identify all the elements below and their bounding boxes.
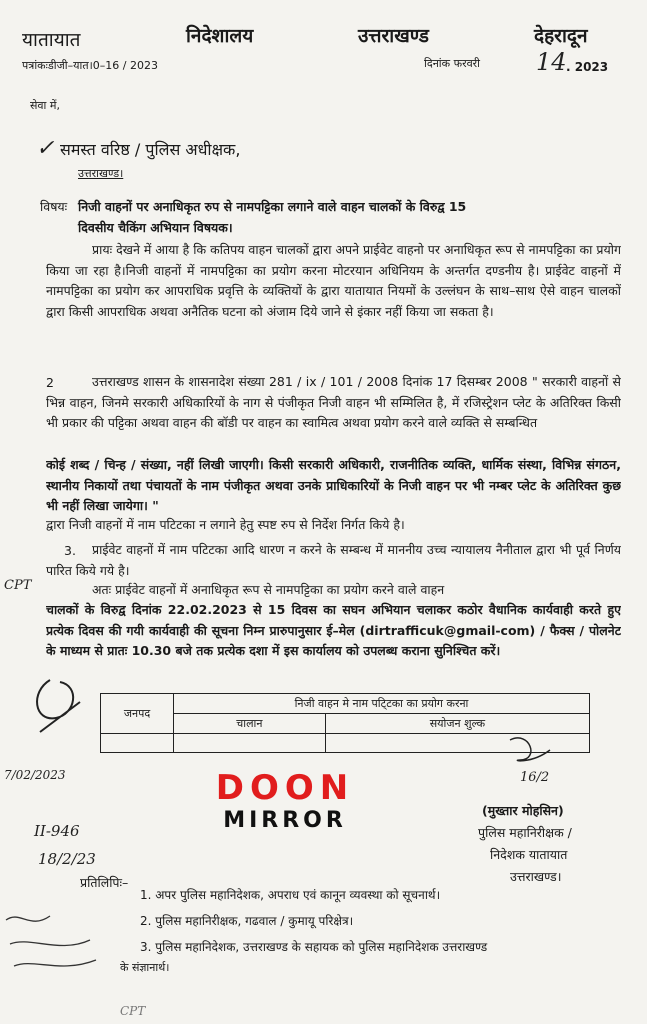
- recipient: समस्त वरिष्ठ / पुलिस अधीक्षक,: [60, 140, 241, 159]
- header-city: देहरादून: [534, 25, 588, 47]
- paragraph-2-part-3: द्वारा निजी वाहनों में नाम पटिटका न लगाने हेतु स्पष्ट रुप से निर्देश निर्गत किये है।: [46, 517, 405, 532]
- margin-handwriting-icon: [0, 900, 110, 980]
- paragraph-1: प्रायः देखने में आया है कि कतिपय वाहन चालकों द्वारा अपने प्राईवेट वाहनो पर अनाधिकृत रूप से नामपट्टिका का प्रयोग किया जा रहा है।निजी वाहनों में नामपट्टिका का प्रयोग करना मोटरयान अधिनियम के अन्तर्गत दण्डनीय है। प्राईवेट वाहनों में नामपट्टिका का प्रयोग कर आपराधिक प्रवृत्ति के व्यक्तियों के द्वारा यातायात नियमों के उल्लंघन के साथ–साथ ऐसे वाहन चालकों द्वारा किसी आपराधिक अथवा अनैतिक घटना को अंजाम दिये जाने से इंकार नहीं किया जा सकता है।: [46, 242, 621, 319]
- margin-signature-icon: [20, 672, 90, 742]
- logo-line-2: MIRROR: [223, 808, 347, 833]
- margin-note-1: CPT: [4, 578, 32, 593]
- subject-line-1: निजी वाहनों पर अनाधिकृत रुप से नामपट्टिका लगाने वाले वाहन चालकों के विरुद्व 15: [78, 199, 467, 214]
- doon-mirror-logo: [205, 768, 365, 833]
- subject-label: विषयः: [40, 199, 68, 214]
- check-mark-icon: ✓: [36, 136, 55, 161]
- date-year: . 2023: [566, 60, 609, 74]
- signatory-designation-2: निदेशक यातायात: [490, 847, 568, 862]
- recipient-place: उत्तराखण्ड।: [78, 167, 124, 180]
- copy-3-cont: के संज्ञानार्थ।: [120, 961, 170, 974]
- table-sub-challan: चालान: [174, 714, 326, 734]
- table-cell-empty: [174, 734, 326, 753]
- paragraph-2-quote: कोई शब्द / चिन्ह / संख्या, नहीं लिखी जाएगी। किसी सरकारी अधिकारी, राजनीतिक व्यक्ति, धार्मिक संस्था, विभिन्न संगठन, स्थानीय निकायों तथा पंचायतों के नाम पंजीकृत अथवा उनके प्राधिकारियों के निजी वाहन पर भी नम्बर प्लेट के अतिरिक्त कुछ भी नहीं लिखा जायेगा। ": [46, 457, 621, 513]
- paragraph-4-body: चालकों के विरुद्व दिनांक 22.02.2023 से 15 दिवस का सघन अभियान चलाकर कठोर वैधानिक कार्यवाही करते हुए प्रत्येक दिवस की गयी कार्यवाही की सूचना निम्न प्रारुपानुसार ई–मेल (dirtrafficuk@gmail-com) / फैक्स / पोलनेट के माध्यम से प्रातः 10.30 बजे तक प्रत्येक दशा में इस कार्यालय को उपलब्ध कराना सुनिश्चित करें।: [46, 602, 621, 658]
- signature-date: 16/2: [520, 770, 550, 785]
- copy-3: 3. पुलिस महानिदेशक, उत्तराखण्ड के सहायक को पुलिस महानिदेशक उत्तराखण्ड: [140, 940, 488, 954]
- logo-line-1: DOON: [215, 768, 355, 808]
- margin-note-4: 18/2/23: [38, 850, 96, 868]
- paragraph-2-number: 2: [46, 375, 54, 390]
- paragraph-3: प्राईवेट वाहनों में नाम पटिटका आदि धारण न करने के सम्बन्ध में माननीय उच्च न्यायालय नैनीताल द्वारा भी पूर्व निर्णय पारित किये गये है।: [46, 542, 621, 578]
- table-sub-fee: सयोजन शुल्क: [325, 714, 589, 734]
- table-cell-empty: [101, 734, 174, 753]
- margin-note-5: CPT: [120, 1004, 146, 1018]
- salutation: सेवा में,: [30, 99, 60, 112]
- header-dept: यातायात: [22, 29, 81, 51]
- margin-note-3: II-946: [34, 822, 80, 840]
- copies-label: प्रतिलिपिः–: [80, 875, 129, 890]
- signatory-designation-3: उत्तराखण्ड।: [510, 869, 562, 884]
- paragraph-4-intro: अतः प्राईवेट वाहनों में अनाधिकृत रूप से नामपट्टिका का प्रयोग करने वाले वाहन: [92, 582, 445, 597]
- letter-number: पत्रांकःडीजी–यात।0–16 / 2023: [22, 59, 158, 72]
- table-title: निजी वाहन मे नाम पटि्टका का प्रयोग करना: [174, 694, 590, 714]
- paragraph-3-number: 3.: [64, 543, 76, 558]
- subject-line-2: दिवसीय चैकिंग अभियान विषयक।: [78, 220, 233, 235]
- copy-2: 2. पुलिस महानिरीक्षक, गढवाल / कुमायू परिक्षेत्र।: [140, 914, 354, 928]
- table-col-district: जनपद: [101, 694, 174, 734]
- copy-1: 1. अपर पुलिस महानिदेशक, अपराध एवं कानून व्यवस्था को सूचनार्थ।: [140, 888, 441, 902]
- date-label: दिनांक फरवरी: [424, 57, 481, 70]
- signature-scribble-icon: [500, 730, 560, 770]
- header-directorate: निदेशालय: [186, 25, 254, 47]
- signatory-name: (मुख्तार मोहसिन): [482, 803, 564, 818]
- paragraph-2-part-1: उत्तराखण्ड शासन के शासनादेश संख्या 281 / ix / 101 / 2008 दिनांक 17 दिसम्बर 2008 " सरकारी वाहनों से भिन्न वाहन, जिनमे सरकारी अधिकारियों के नाग से पंजीकृत निजी वाहन भी सम्मिलित है, में रजिस्ट्रेशन प्लेट के अतिरिक्त किसी भी प्रकार की पट्टिका अथवा वाहन की बॉडी पर वाहन का स्वामित्व अथवा प्रयोग करने वाले व्यक्ति से सम्बन्धित: [46, 374, 621, 430]
- header-state: उत्तराखण्ड: [358, 25, 429, 47]
- margin-note-2: 7/02/2023: [4, 768, 66, 782]
- date-day-handwritten: 14: [536, 48, 567, 76]
- signatory-designation-1: पुलिस महानिरीक्षक /: [478, 825, 572, 840]
